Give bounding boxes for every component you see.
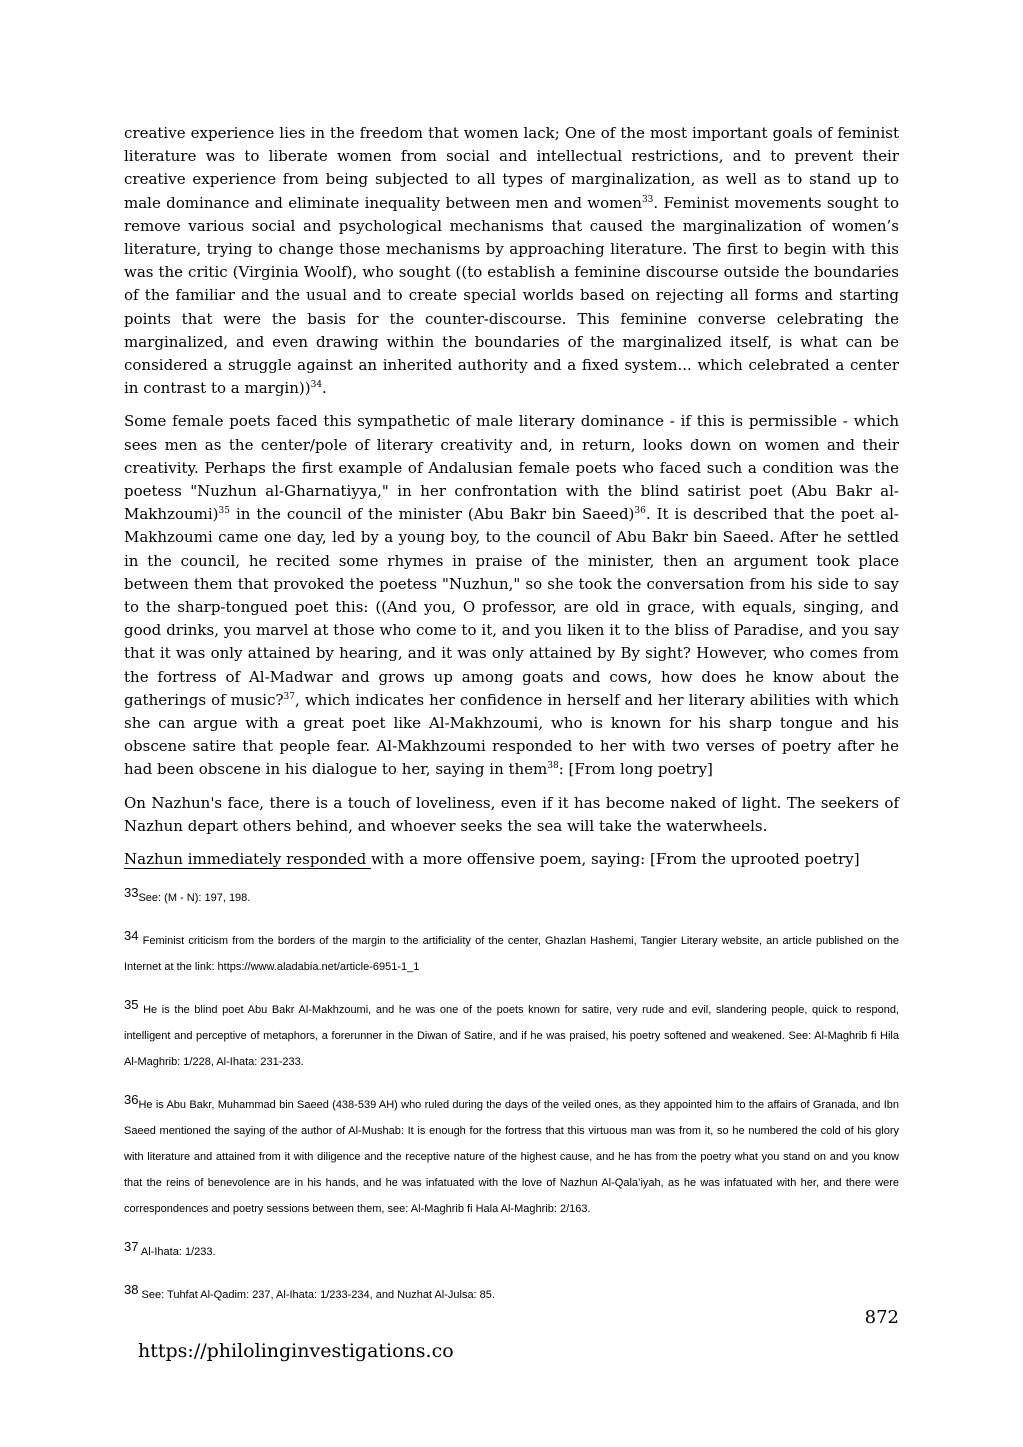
footnote-ref: 36	[634, 506, 646, 517]
paragraph-text: . It is described that the poet al-Makhzoumi came one day, led by a young boy, to the council of Abu Bakr bin Saeed. After he settled in the council, he recited some rhymes in praise of the minister, then an argument took place between them that provoked the poetess "Nuzhun," so she took the conversation from his side to say to the sharp-tongued poet this: ((And you, O professor, are old in grace, with equals, singing, and good drinks, you marvel at those who come to it, and you liken it to the bliss of Paradise, and you say that it was only attained by hearing, and it was only attained by By sight? However, who comes from the fortress of Al-Madwar and grows up among goats and cows, how does he know about the gatherings of music?	[124, 505, 900, 709]
footnote-text: Al-Ihata: 1/233.	[138, 1246, 216, 1258]
body-paragraph	[124, 792, 899, 838]
footnote	[124, 923, 899, 980]
paragraph-text: : [From long poetry]	[558, 760, 713, 779]
footnote-number: 36	[124, 1092, 139, 1107]
footnote-ref: 34	[310, 380, 323, 391]
paragraph-text: , which indicates her confidence in herself and her literary abilities with which she can argue with a great poet like Al-Makhzoumi, who is known for his sharp tongue and his obscene satire that people fear. Al-Makhzoumi responded to her with two verses of poetry after he had been obscene in his dialogue to her, saying in them	[124, 690, 900, 779]
footnote-ref: 37	[283, 691, 295, 702]
footnote-text: He is the blind poet Abu Bakr Al-Makhzoumi, and he was one of the poets known for satire, very rude and evil, slandering people, quick to respond, intelligent and perceptive of metaphors, a forerunner in the Diwan of Satire, and if he was praised, his poetry softened and weakened. See: Al-Maghrib fi Hila Al-Maghrib: 1/228, Al-Ihata: 231-233.	[124, 1004, 899, 1068]
paragraph-text: Nazhun immediately responded with a more offensive poem, saying: [From the uprooted poetry]	[124, 850, 860, 869]
footnote-ref: 33	[641, 194, 654, 205]
paragraph-text: creative experience lies in the freedom that women lack; One of the most important goals of feminist literature was to liberate women from social and intellectual restrictions, and to prevent their creative experience from being subjected to all types of marginalization, as well as to stand up to male dominance and eliminate inequality between men and women	[124, 124, 899, 212]
paragraph-text: On Nazhun's face, there is a touch of loveliness, even if it has become naked of light. The seekers of Nazhun depart others behind, and whoever seeks the sea will take the waterwheels.	[124, 793, 899, 835]
paragraph-text: . Feminist movements sought to remove various social and psychological mechanisms that caused the marginalization of women’s literature, trying to change those mechanisms by approaching literature. The first to begin with this was the critic (Virginia Woolf), who sought ((to establish a feminine discourse outside the boundaries of the familiar and the usual and to create special worlds based on rejecting all forms and starting points that were the basis for the counter-discourse. This feminine converse celebrating the marginalized, and even drawing within the boundaries of the marginalized itself, is what can be considered a struggle against an inherited authority and a fixed system... which celebrated a center in contrast to a margin))	[124, 193, 900, 398]
footnote-separator	[124, 868, 371, 869]
footnote-text: See: Tuhfat Al-Qadim: 237, Al-Ihata: 1/233-234, and Nuzhat Al-Julsa: 85.	[138, 1289, 495, 1301]
body-paragraph	[124, 410, 899, 781]
footnote	[124, 880, 899, 911]
footnote-text: Feminist criticism from the borders of the margin to the artificiality of the center, Ghazlan Hashemi, Tangier Literary website, an article published on the Internet at the link: https://www.aladabia.net/article-6951-1_1	[124, 935, 899, 973]
footnote-ref: 38	[547, 761, 559, 772]
paragraph-text: Some female poets faced this sympathetic of male literary dominance - if this is permissible - which sees men as the center/pole of literary creativity and, in return, looks down on women and their creativity. Perhaps the first example of Andalusian female poets who faced such a condition was the poetess "Nuzhun al-Gharnatiyya," in her confrontation with the blind satirist poet (Abu Bakr al-Makhzoumi)	[124, 412, 899, 524]
body-paragraph	[124, 122, 899, 400]
paragraph-text: in the council of the minister (Abu Bakr bin Saeed)	[229, 505, 635, 524]
body-text	[124, 122, 899, 881]
footnote-text: He is Abu Bakr, Muhammad bin Saeed (438-539 AH) who ruled during the days of the veiled ones, as they appointed him to the affairs of Granada, and Ibn Saeed mentioned the saying of the author of Al-Mushab: It is enough for the fortress that this virtuous man was from it, so he numbered the cold of his glory with literature and attained from it with diligence and the receptive nature of the highest cause, and he has from the poetry what you stand on and you know that the reins of benevolence are in his hands, and he was infatuated with the love of Nazhun Al-Qala’iyah, as he was infatuated with her, and there were correspondences and poetry sessions between them, see: Al-Maghrib fi Hala Al-Maghrib: 2/163.	[124, 1099, 899, 1215]
footnote-number: 34	[124, 928, 139, 943]
footnote-number: 38	[124, 1282, 139, 1297]
footnote-ref: 35	[218, 506, 230, 517]
footnote	[124, 992, 899, 1075]
footnote-number: 33	[124, 885, 139, 900]
site-url: https://philolinginvestigations.co	[138, 1340, 454, 1362]
paragraph-text: .	[322, 379, 327, 398]
footnote-text: See: (M - N): 197, 198.	[138, 892, 251, 904]
footnote	[124, 1087, 899, 1222]
page-number: 872	[864, 1307, 899, 1328]
footnote	[124, 1277, 899, 1308]
footnote-number: 37	[124, 1239, 139, 1254]
footnote-number: 35	[124, 997, 139, 1012]
footnote	[124, 1234, 899, 1265]
footnotes	[124, 880, 899, 1320]
